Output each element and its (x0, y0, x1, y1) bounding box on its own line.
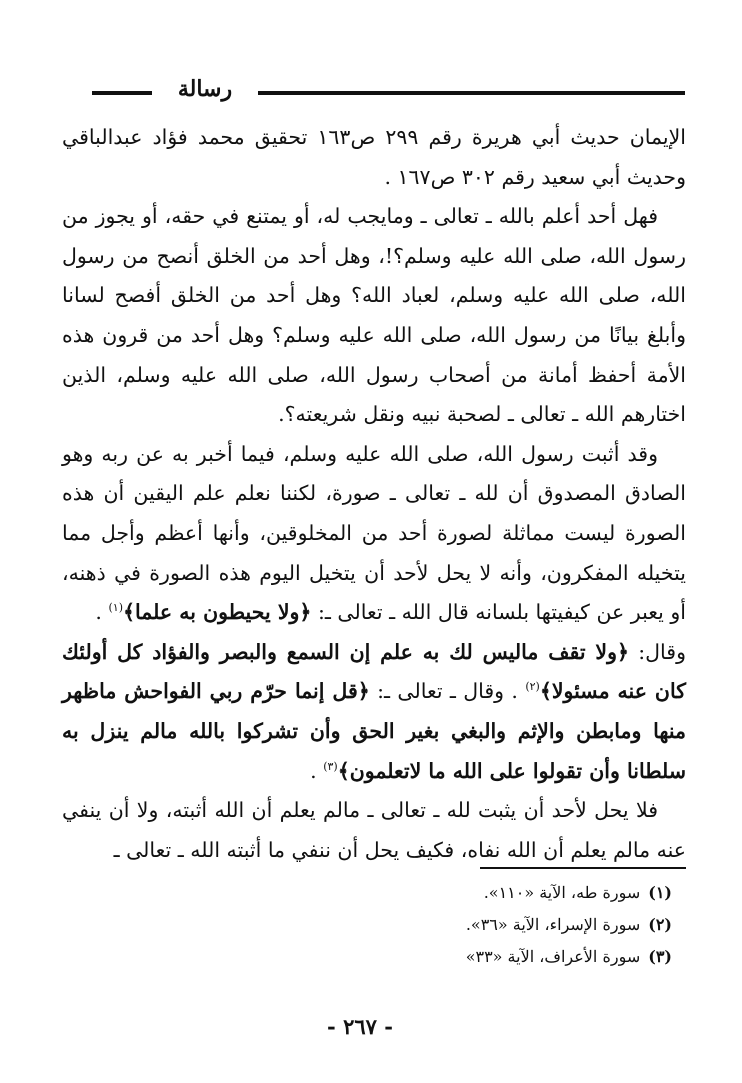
footnote-ref-1: (١) (108, 601, 123, 615)
header-rule-left (92, 91, 152, 95)
footnote-text: سورة طه، الآية «١١٠». (483, 883, 641, 902)
footnotes (300, 877, 672, 973)
paragraph-3-end: . (95, 600, 102, 625)
footnote-number: (٣) (648, 947, 672, 966)
paragraph-4-intro: وقال: (638, 639, 686, 664)
footnote-number: (١) (648, 883, 672, 902)
paragraph-3-text: وقد أثبت رسول الله، صلى الله عليه وسلم، فيما أخبر به عن ربه وهو الصادق المصدوق أن لله ـ تعالى ـ صورة، لكننا نعلم علم اليقين أن هذه الصورة ليست مماثلة لصورة أحد من المخلوقين، وأنها أعظم وأجل مما يتخيله المفكرون، وأنه لا يحل لأحد أن يتخيل اليوم هذه الصورة في ذهنه، أو يعبر عن كيفيتها بلسانه قال الله ـ تعالى ـ: (62, 441, 686, 625)
paragraph-5: فلا يحل لأحد أن يثبت لله ـ تعالى ـ مالم يعلم أن الله أثبته، ولا أن ينفي عنه مالم يعلم أن الله نفاه، فكيف يحل أن ننفي ما أثبته الله ـ تعالى ـ (62, 798, 686, 862)
footnote-item (300, 909, 672, 941)
quran-verse-3: ﴿قل إنما حرّم ربي الفواحش ماظهر منها ومابطن والإثم والبغي بغير الحق وأن تشركوا بالله مالم ينزل به سلطانا وأن تقولوا على الله ما لاتعلمون﴾ (62, 679, 686, 783)
running-header (0, 78, 742, 108)
header-rule-right (258, 91, 685, 95)
footnote-number: (٢) (648, 915, 672, 934)
quran-verse-1: ﴿ولا يحيطون به علما﴾ (123, 600, 312, 625)
paragraph-3 (62, 435, 686, 633)
footnote-item (300, 941, 672, 973)
footnote-separator (480, 867, 686, 869)
footnote-item (300, 877, 672, 909)
quran-verse-2: ﴿ولا تقف ماليس لك به علم إن السمع والبصر والفؤاد كل أولئك كان عنه مسئولا﴾ (62, 639, 686, 704)
main-text (62, 118, 686, 870)
footnote-ref-3: (٣) (323, 759, 338, 773)
footnote-text: سورة الأعراف، الآية «٣٣» (465, 947, 641, 966)
page-number: - ٢٦٧ - (327, 1014, 393, 1039)
footnote-ref-2: (٢) (525, 680, 540, 694)
paragraph-2: فهل أحد أعلم بالله ـ تعالى ـ ومايجب له، أو يمتنع في حقه، أو يجوز من رسول الله، صلى الله عليه وسلم؟!، وهل أحد من الخلق أنصح من رسول الله، صلى الله عليه وسلم، لعباد الله؟ وهل أحد من الخلق أفصح لسانا وأبلغ بيانًا من رسول الله، صلى الله عليه وسلم؟ وهل أحد من قرون هذه الأمة أحفظ أمانة من أصحاب رسول الله، صلى الله عليه وسلم، الذين اختارهم الله ـ تعالى ـ لصحبة نبيه ونقل شريعته؟. (62, 204, 686, 427)
paragraph-4-mid: . وقال ـ تعالى ـ: (377, 679, 518, 704)
footnote-text: سورة الإسراء، الآية «٣٦». (465, 915, 641, 934)
header-title: رسالة (177, 76, 233, 102)
paragraph-4-end: . (310, 758, 317, 783)
paragraph-4 (62, 633, 686, 791)
paragraph-1: الإيمان حديث أبي هريرة رقم ٢٩٩ ص١٦٣ تحقيق محمد فؤاد عبدالباقي وحديث أبي سعيد رقم ٣٠٢ ص١٦٧ . (62, 125, 686, 189)
